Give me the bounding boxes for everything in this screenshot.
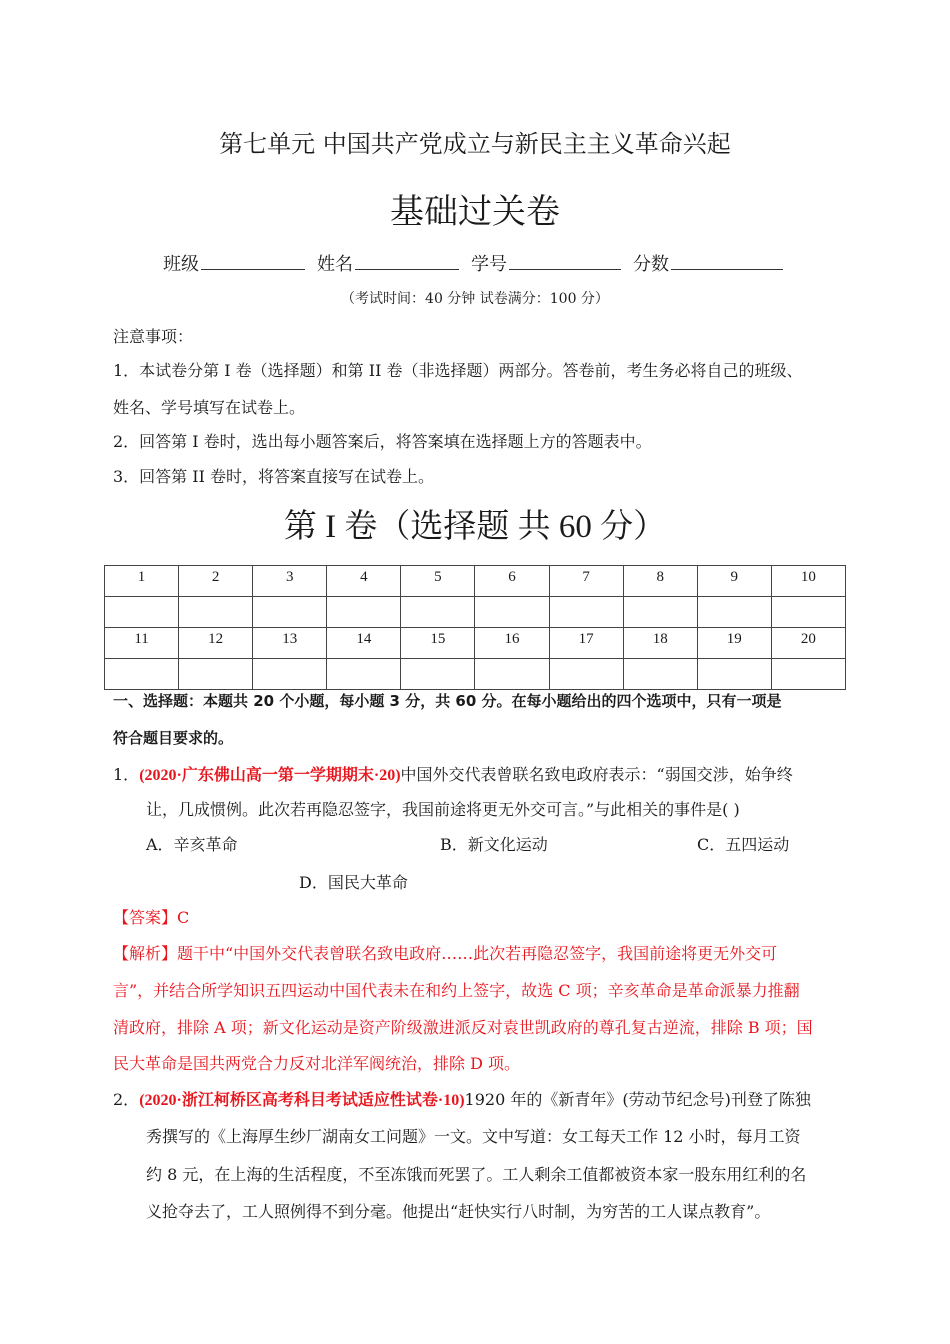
question-1-number: 1． bbox=[113, 765, 140, 784]
question-1-option-a[interactable]: A．辛亥革命 bbox=[146, 835, 238, 854]
question-2-line-3: 约 8 元，在上海的生活程度，不至冻饿而死罢了。工人剩余工值都被资本家一股东用红利的名 bbox=[146, 1165, 807, 1184]
name-field bbox=[317, 250, 459, 276]
answer-table-answer-row-1 bbox=[105, 597, 846, 628]
score-blank bbox=[671, 251, 783, 270]
question-2-line-1 bbox=[113, 1087, 811, 1110]
section-heading: 第 I 卷（选择题 共 60 分） bbox=[283, 509, 667, 545]
answer-cell[interactable] bbox=[327, 659, 401, 690]
answer-cell[interactable] bbox=[105, 659, 179, 690]
question-1-option-b[interactable]: B．新文化运动 bbox=[440, 835, 548, 854]
notes-heading: 注意事项： bbox=[113, 327, 194, 346]
answer-cell[interactable] bbox=[105, 597, 179, 628]
note-item-1-cont: 姓名、学号填写在试卷上。 bbox=[113, 398, 306, 417]
student-id-blank bbox=[509, 251, 621, 270]
answer-cell[interactable] bbox=[475, 659, 549, 690]
question-2-source: (2020·浙江柯桥区高考科目考试适应性试卷·10) bbox=[139, 1092, 465, 1109]
question-number-cell: 8 bbox=[623, 566, 697, 597]
student-info-row bbox=[163, 250, 795, 276]
answer-cell[interactable] bbox=[253, 659, 327, 690]
question-1-analysis-line-2: 言”，并结合所学知识五四运动中国代表未在和约上签字，故选 C 项；辛亥革命是革命派暴力推翻 bbox=[113, 981, 800, 1000]
answer-cell[interactable] bbox=[771, 597, 845, 628]
instructions-line-1: 一、选择题：本题共 20 个小题，每小题 3 分，共 60 分。在每小题给出的四个选项中，只有一项是 bbox=[113, 692, 782, 710]
question-number-cell: 11 bbox=[105, 628, 179, 659]
question-number-cell: 6 bbox=[475, 566, 549, 597]
name-blank bbox=[355, 251, 459, 270]
question-1-option-d[interactable]: D．国民大革命 bbox=[299, 873, 408, 892]
question-1-analysis-line-3: 清政府，排除 A 项；新文化运动是资产阶级激进派反对袁世凯政府的尊孔复古逆流，排除 B 项；国 bbox=[113, 1018, 813, 1037]
question-number-cell: 10 bbox=[771, 566, 845, 597]
question-1-line-2: 让，几成惯例。此次若再隐忍签字，我国前途将更无外交可言。”与此相关的事件是( ) bbox=[146, 800, 740, 819]
score-field bbox=[633, 250, 783, 276]
answer-cell[interactable] bbox=[549, 659, 623, 690]
student-id-field bbox=[471, 250, 621, 276]
answer-table-number-row-2 bbox=[105, 628, 846, 659]
question-1-analysis-line-1: 【解析】题干中“中国外交代表曾联名致电政府……此次若再隐忍签字，我国前途将更无外交可 bbox=[113, 944, 778, 963]
answer-cell[interactable] bbox=[771, 659, 845, 690]
answer-cell[interactable] bbox=[179, 659, 253, 690]
answer-cell[interactable] bbox=[697, 597, 771, 628]
note-item-2: 2．回答第 I 卷时，选出每小题答案后，将答案填在选择题上方的答题表中。 bbox=[113, 432, 652, 451]
question-number-cell: 16 bbox=[475, 628, 549, 659]
question-number-cell: 19 bbox=[697, 628, 771, 659]
answer-cell[interactable] bbox=[401, 659, 475, 690]
question-number-cell: 18 bbox=[623, 628, 697, 659]
question-number-cell: 3 bbox=[253, 566, 327, 597]
question-number-cell: 20 bbox=[771, 628, 845, 659]
question-2-number: 2． bbox=[113, 1090, 140, 1109]
question-1-analysis-line-4: 民大革命是国共两党合力反对北洋军阀统治，排除 D 项。 bbox=[113, 1054, 521, 1073]
class-field bbox=[163, 250, 305, 276]
answer-cell[interactable] bbox=[697, 659, 771, 690]
question-2-stem-start: 1920 年的《新青年》(劳动节纪念号)刊登了陈独 bbox=[464, 1090, 811, 1109]
question-1-source: (2020·广东佛山高一第一学期期末·20) bbox=[139, 767, 401, 784]
question-2-line-2: 秀撰写的《上海厚生纱厂湖南女工问题》一文。文中写道：女工每天工作 12 小时，每月工资 bbox=[146, 1127, 801, 1146]
answer-cell[interactable] bbox=[623, 659, 697, 690]
instructions-line-2: 符合题目要求的。 bbox=[113, 729, 234, 747]
note-item-1: 1．本试卷分第 I 卷（选择题）和第 II 卷（非选择题）两部分。答卷前，考生务必将自己的班级、 bbox=[113, 361, 803, 380]
answer-table-number-row-1 bbox=[105, 566, 846, 597]
question-2-line-4: 义抢夺去了，工人照例得不到分毫。他提出“赶快实行八时制，为穷苦的工人谋点教育”。 bbox=[146, 1202, 771, 1221]
answer-cell[interactable] bbox=[401, 597, 475, 628]
note-item-3: 3．回答第 II 卷时，将答案直接写在试卷上。 bbox=[113, 467, 434, 486]
question-1-line-1 bbox=[113, 762, 793, 785]
answer-table-answer-row-2 bbox=[105, 659, 846, 690]
answer-cell[interactable] bbox=[179, 597, 253, 628]
class-blank bbox=[201, 251, 305, 270]
question-number-cell: 12 bbox=[179, 628, 253, 659]
answer-cell[interactable] bbox=[623, 597, 697, 628]
question-1-answer: 【答案】C bbox=[113, 908, 190, 927]
question-1-option-c[interactable]: C．五四运动 bbox=[697, 835, 790, 854]
question-number-cell: 15 bbox=[401, 628, 475, 659]
time-note: （考试时间：40 分钟 试卷满分：100 分） bbox=[341, 291, 609, 307]
question-1-stem-start: 中国外交代表曾联名致电政府表示：“弱国交涉，始争终 bbox=[400, 765, 793, 784]
answer-cell[interactable] bbox=[327, 597, 401, 628]
question-number-cell: 1 bbox=[105, 566, 179, 597]
answer-cell[interactable] bbox=[549, 597, 623, 628]
question-number-cell: 5 bbox=[401, 566, 475, 597]
name-label: 姓名 bbox=[317, 254, 353, 275]
score-label: 分数 bbox=[633, 254, 669, 275]
question-number-cell: 2 bbox=[179, 566, 253, 597]
question-number-cell: 4 bbox=[327, 566, 401, 597]
answer-cell[interactable] bbox=[253, 597, 327, 628]
answer-cell[interactable] bbox=[475, 597, 549, 628]
unit-title: 第七单元 中国共产党成立与新民主主义革命兴起 bbox=[219, 130, 731, 158]
student-id-label: 学号 bbox=[471, 254, 507, 275]
class-label: 班级 bbox=[163, 254, 199, 275]
question-number-cell: 14 bbox=[327, 628, 401, 659]
answer-table bbox=[104, 565, 846, 690]
question-number-cell: 7 bbox=[549, 566, 623, 597]
question-number-cell: 9 bbox=[697, 566, 771, 597]
question-number-cell: 13 bbox=[253, 628, 327, 659]
question-number-cell: 17 bbox=[549, 628, 623, 659]
exam-title: 基础过关卷 bbox=[390, 192, 560, 232]
